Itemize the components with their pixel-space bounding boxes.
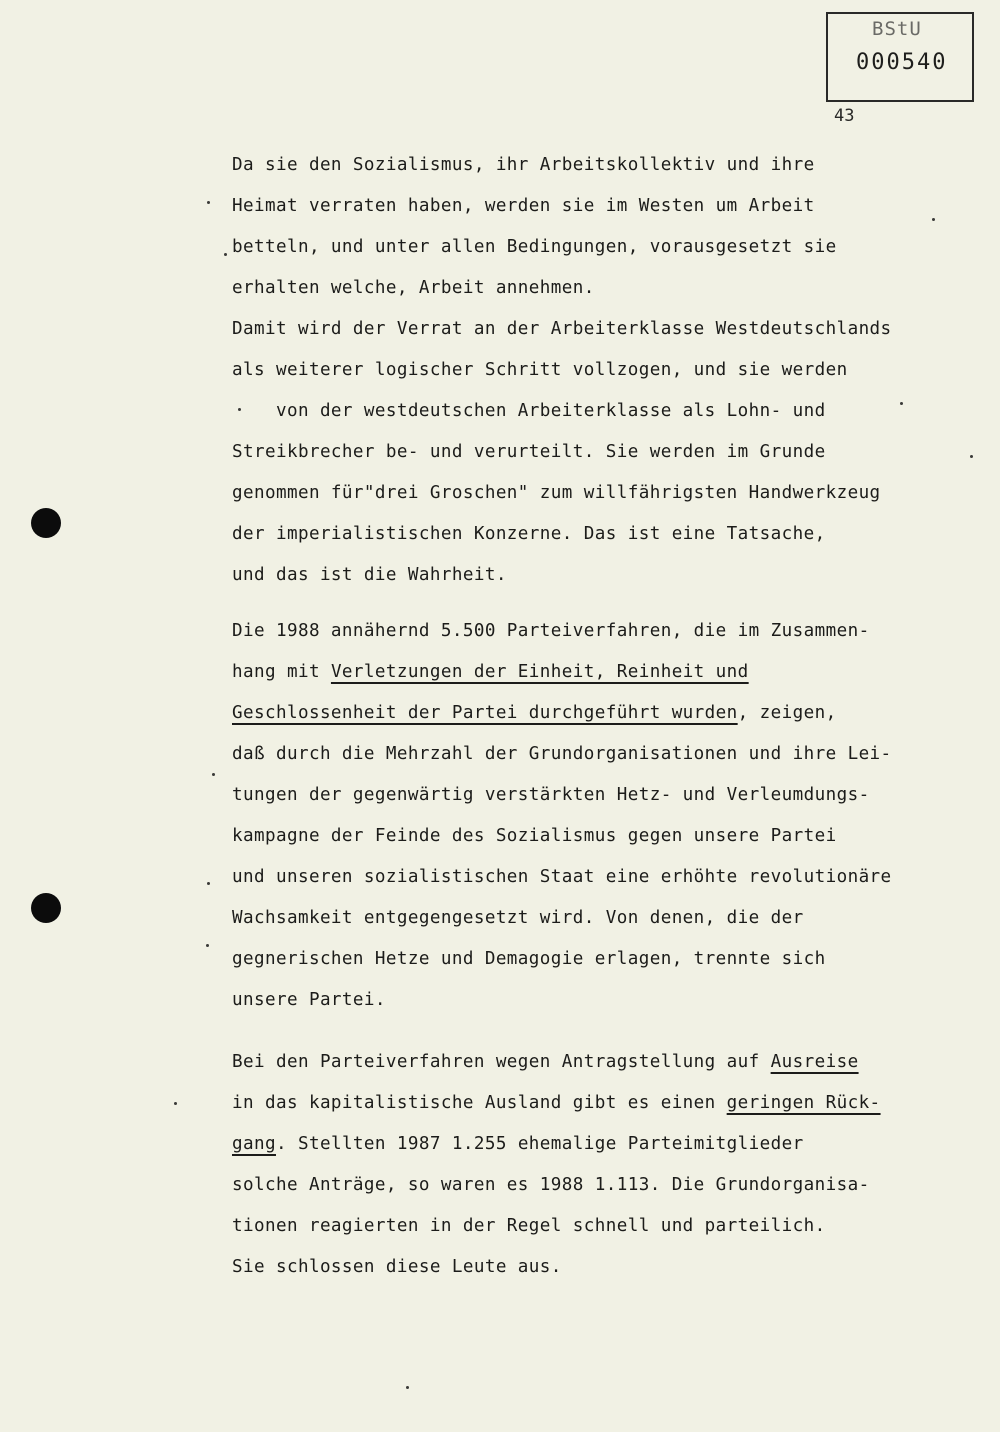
punch-hole-top [31, 508, 61, 538]
text-line: Streikbrecher be- und verurteilt. Sie werden im Grunde [232, 442, 826, 462]
text-line: und das ist die Wahrheit. [232, 565, 507, 585]
text-segment: , zeigen, [737, 703, 837, 723]
scan-speck [207, 882, 210, 885]
text-line: daß durch die Mehrzahl der Grundorganisationen und ihre Lei- [232, 744, 892, 764]
punch-hole-bottom [31, 893, 61, 923]
scan-speck [970, 455, 973, 458]
text-line: gegnerischen Hetze und Demagogie erlagen, trennte sich [232, 949, 826, 969]
paragraph-3 [232, 1042, 952, 1288]
scan-speck [174, 1102, 177, 1105]
text-line: genommen für"drei Groschen" zum willfährigsten Handwerkzeug [232, 483, 881, 503]
text-line: solche Anträge, so waren es 1988 1.113. Die Grundorganisa- [232, 1175, 870, 1195]
text-line: und unseren sozialistischen Staat eine erhöhte revolutionäre [232, 867, 892, 887]
text-line [232, 693, 952, 734]
scan-speck [212, 773, 215, 776]
stamp-label: BStU [872, 18, 922, 40]
scan-speck [224, 253, 227, 256]
text-line: von der westdeutschen Arbeiterklasse als Lohn- und [232, 401, 826, 421]
text-line: Heimat verraten haben, werden sie im Westen um Arbeit [232, 196, 815, 216]
paragraph-2 [232, 611, 952, 1021]
text-line: unsere Partei. [232, 990, 386, 1010]
text-segment: hang mit [232, 662, 331, 682]
text-line: erhalten welche, Arbeit annehmen. [232, 278, 595, 298]
text-segment: in das kapitalistische Ausland gibt es einen [232, 1093, 727, 1113]
text-line [232, 1083, 952, 1124]
underlined-phrase: gang [232, 1134, 276, 1154]
underlined-phrase: Verletzungen der Einheit, Reinheit und [330, 662, 749, 682]
text-line: als weiterer logischer Schritt vollzogen, und sie werden [232, 360, 848, 380]
text-segment: . Stellten 1987 1.255 ehemalige Parteimitglieder [275, 1134, 804, 1154]
text-line: betteln, und unter allen Bedingungen, vorausgesetzt sie [232, 237, 837, 257]
text-line: Sie schlossen diese Leute aus. [232, 1257, 562, 1277]
text-line [232, 1042, 952, 1083]
scan-speck [406, 1386, 409, 1389]
text-line: tungen der gegenwärtig verstärkten Hetz- und Verleumdungs- [232, 785, 870, 805]
text-segment: Bei den Parteiverfahren wegen Antragstellung auf [232, 1052, 771, 1072]
text-line: Die 1988 annähernd 5.500 Parteiverfahren, die im Zusammen- [232, 621, 870, 641]
stamp-number: 000540 [856, 50, 948, 75]
text-line: Da sie den Sozialismus, ihr Arbeitskollektiv und ihre [232, 155, 815, 175]
text-line: der imperialistischen Konzerne. Das ist eine Tatsache, [232, 524, 826, 544]
paragraph-1 [232, 145, 952, 596]
text-line [232, 1124, 952, 1165]
page-number: 43 [834, 106, 855, 126]
text-line: kampagne der Feinde des Sozialismus gegen unsere Partei [232, 826, 837, 846]
text-line: tionen reagierten in der Regel schnell und parteilich. [232, 1216, 826, 1236]
text-line [232, 652, 952, 693]
scan-speck [206, 944, 209, 947]
archive-stamp [826, 12, 974, 102]
underlined-phrase: Ausreise [770, 1052, 859, 1072]
text-line: Wachsamkeit entgegengesetzt wird. Von denen, die der [232, 908, 804, 928]
underlined-phrase: geringen Rück- [726, 1093, 881, 1113]
text-line: Damit wird der Verrat an der Arbeiterklasse Westdeutschlands [232, 319, 892, 339]
underlined-phrase: Geschlossenheit der Partei durchgeführt wurden [232, 703, 738, 723]
scan-speck [207, 201, 210, 204]
